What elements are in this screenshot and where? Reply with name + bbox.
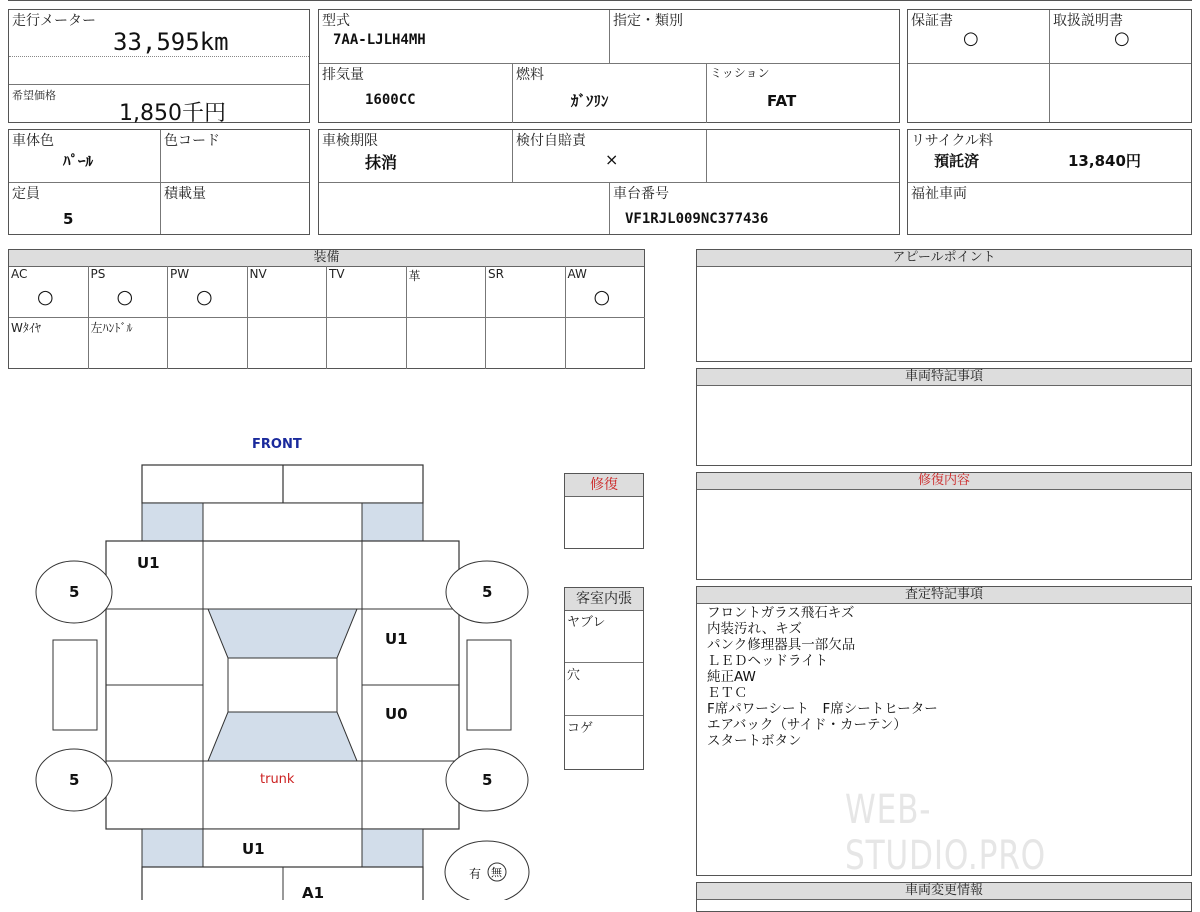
- equipment-label: 革: [408, 269, 421, 283]
- trunk-label: trunk: [260, 772, 295, 787]
- equipment-cell: [407, 318, 487, 369]
- load-label: 積載量: [164, 186, 206, 202]
- front-right-light: [362, 503, 423, 541]
- recycle-label: リサイクル料: [911, 133, 994, 149]
- interior-box: [564, 587, 644, 770]
- mark-rear-bumper: A1: [302, 884, 325, 902]
- change-title: 車両変更情報: [697, 883, 1191, 900]
- insurance-blank-divider: [706, 130, 707, 182]
- model-box: [318, 9, 900, 123]
- right-side-panel: [467, 640, 511, 730]
- price-value: 1,850千円: [119, 101, 226, 126]
- spare-label: 有: [469, 867, 482, 881]
- tire-value-rear-left: 5: [69, 771, 80, 789]
- appeal-panel: [696, 249, 1192, 362]
- equipment-label: Wﾀｲﾔ: [11, 321, 41, 335]
- equipment-mark: ○: [196, 286, 213, 308]
- interior-row-label: コゲ: [567, 721, 594, 736]
- interior-row: [565, 663, 643, 716]
- left-side-panel: [53, 640, 97, 730]
- tire-value-front-left: 5: [69, 583, 80, 601]
- warranty-box: [907, 9, 1192, 123]
- welfare-label: 福祉車両: [911, 186, 967, 202]
- model-row-divider: [319, 63, 899, 64]
- model-label: 型式: [322, 13, 350, 29]
- color-code-label: 色コード: [164, 133, 220, 149]
- assessment-title: 査定特記事項: [697, 587, 1191, 604]
- price-label: 希望価格: [12, 89, 56, 102]
- change-panel: [696, 882, 1192, 912]
- mileage-divider: [9, 84, 309, 85]
- capacity-value: 5: [63, 210, 74, 228]
- assessment-note: 純正AW: [707, 669, 756, 685]
- equipment-label: PS: [90, 267, 106, 281]
- top-edge-line: [8, 0, 1192, 1]
- equipment-cell: [89, 266, 169, 318]
- interior-row: [565, 716, 643, 769]
- assessment-note: パンク修理器具一部欠品: [707, 637, 856, 653]
- recycle-value: 13,840円: [1068, 152, 1141, 170]
- equipment-cell: [486, 318, 566, 369]
- model-value: 7AA-LJLH4MH: [333, 32, 426, 48]
- warranty-value: ○: [963, 28, 979, 49]
- equipment-cell: [407, 266, 487, 318]
- chassis-label: 車台番号: [613, 186, 669, 202]
- mileage-dotted-line: [9, 56, 309, 58]
- equipment-label: TV: [329, 267, 345, 281]
- rear-right-light: [362, 829, 423, 867]
- recycle-box: [907, 129, 1192, 235]
- displacement-value: 1600CC: [365, 92, 416, 108]
- warranty-manual-divider: [1049, 10, 1050, 122]
- repair-title: 修復: [565, 474, 643, 497]
- interior-row: [565, 610, 643, 663]
- inspection-insurance-divider: [512, 130, 513, 182]
- equipment-label: PW: [170, 267, 190, 281]
- fuel-label: 燃料: [516, 67, 544, 83]
- assessment-panel: [696, 586, 1192, 879]
- rear-window: [208, 712, 357, 761]
- equipment-cell: [9, 318, 89, 369]
- rear-left-light: [142, 829, 203, 867]
- appeal-title: アピールポイント: [697, 250, 1191, 267]
- repair-detail-title: 修復内容: [697, 473, 1191, 490]
- equipment-cell: [168, 266, 248, 318]
- inspection-label: 車検期限: [322, 133, 378, 149]
- displacement-fuel-divider: [512, 63, 513, 123]
- assessment-note: ＬＥＤヘッドライト: [707, 653, 829, 669]
- special-panel: [696, 368, 1192, 466]
- windshield: [208, 609, 357, 658]
- equipment-cell: [89, 318, 169, 369]
- displacement-label: 排気量: [322, 67, 364, 83]
- interior-row-label: ヤブレ: [567, 615, 606, 630]
- front-left-light: [142, 503, 203, 541]
- tire-value-rear-right: 5: [482, 771, 493, 789]
- chassis-divider: [609, 182, 610, 234]
- assessment-note: スタートボタン: [707, 733, 802, 749]
- assessment-note: エアバック（サイド・カーテン）: [707, 717, 907, 733]
- model-designation-divider: [609, 10, 610, 63]
- recycle-status: 預託済: [934, 152, 980, 170]
- equipment-cell: [327, 318, 407, 369]
- insurance-value: ×: [605, 150, 619, 169]
- repair-box: [564, 473, 644, 549]
- equipment-cell: [327, 266, 407, 318]
- warranty-row-divider: [908, 63, 1191, 64]
- hood-top: [203, 503, 362, 541]
- designation-label: 指定・類別: [613, 13, 683, 29]
- equipment-cell: [566, 266, 646, 318]
- mark-right-front-door: U1: [385, 630, 408, 648]
- fuel-value: ｶﾞｿﾘﾝ: [571, 92, 609, 110]
- front-label: FRONT: [252, 437, 302, 452]
- equipment-cell: [9, 266, 89, 318]
- equipment-cell: [168, 318, 248, 369]
- interior-row-label: 穴: [567, 668, 581, 683]
- equipment-mark: ○: [37, 286, 54, 308]
- trunk-lower: [203, 829, 362, 867]
- interior-title: 客室内張: [565, 588, 643, 611]
- car-diagram-svg: [0, 430, 560, 900]
- assessment-note: F席パワーシート F席シートヒーター: [707, 701, 938, 717]
- equipment-cell: [486, 266, 566, 318]
- special-title: 車両特記事項: [697, 369, 1191, 386]
- chassis-value: VF1RJL009NC377436: [625, 211, 769, 227]
- mission-label: ミッション: [710, 66, 770, 80]
- capacity-label: 定員: [12, 186, 40, 202]
- equipment-mark: ○: [593, 286, 611, 308]
- spare-circled-label: 無: [491, 866, 502, 879]
- insurance-label: 検付自賠責: [516, 133, 586, 149]
- color-value: ﾊﾟｰﾙ: [63, 152, 94, 170]
- equipment-title: 装備: [9, 250, 644, 267]
- equipment-cell: [248, 266, 328, 318]
- equipment-label: 左ﾊﾝﾄﾞﾙ: [90, 321, 133, 335]
- assessment-note: ＥＴＣ: [707, 685, 748, 701]
- color-label: 車体色: [12, 133, 54, 149]
- inspection-value: 抹消: [365, 153, 398, 172]
- assessment-note: 内装汚れ、キズ: [707, 621, 803, 637]
- mark-right-rear-door: U0: [385, 705, 408, 723]
- assessment-note: フロントガラス飛石キズ: [707, 605, 855, 621]
- equipment-mark: ○: [116, 286, 134, 308]
- mark-rear-panel: U1: [242, 840, 265, 858]
- repair-detail-panel: [696, 472, 1192, 580]
- equipment-table: [8, 249, 645, 369]
- mission-value: FAT: [767, 92, 797, 110]
- roof: [228, 658, 337, 712]
- manual-label: 取扱説明書: [1053, 13, 1123, 29]
- mileage-label: 走行メーター: [12, 13, 96, 29]
- mileage-price-box: [8, 9, 310, 126]
- color-row-divider: [9, 182, 309, 183]
- equipment-label: AC: [11, 267, 28, 281]
- watermark: WEB-STUDIO.PRO: [845, 787, 1046, 879]
- inspection-box: [318, 129, 900, 235]
- spare-tire: [445, 841, 529, 900]
- fuel-mission-divider: [706, 63, 707, 123]
- tire-value-front-right: 5: [482, 583, 493, 601]
- assessment-notes: [707, 605, 938, 749]
- equipment-label: NV: [249, 267, 267, 281]
- manual-value: ○: [1114, 28, 1130, 49]
- equipment-label: SR: [488, 267, 504, 281]
- equipment-cell: [248, 318, 328, 369]
- warranty-label: 保証書: [911, 13, 953, 29]
- color-capacity-box: [8, 129, 310, 235]
- mileage-value: 33,595km: [113, 28, 229, 56]
- car-diagram: [0, 430, 560, 900]
- mark-front-left-fender: U1: [137, 554, 160, 572]
- equipment-label: AW: [567, 267, 587, 281]
